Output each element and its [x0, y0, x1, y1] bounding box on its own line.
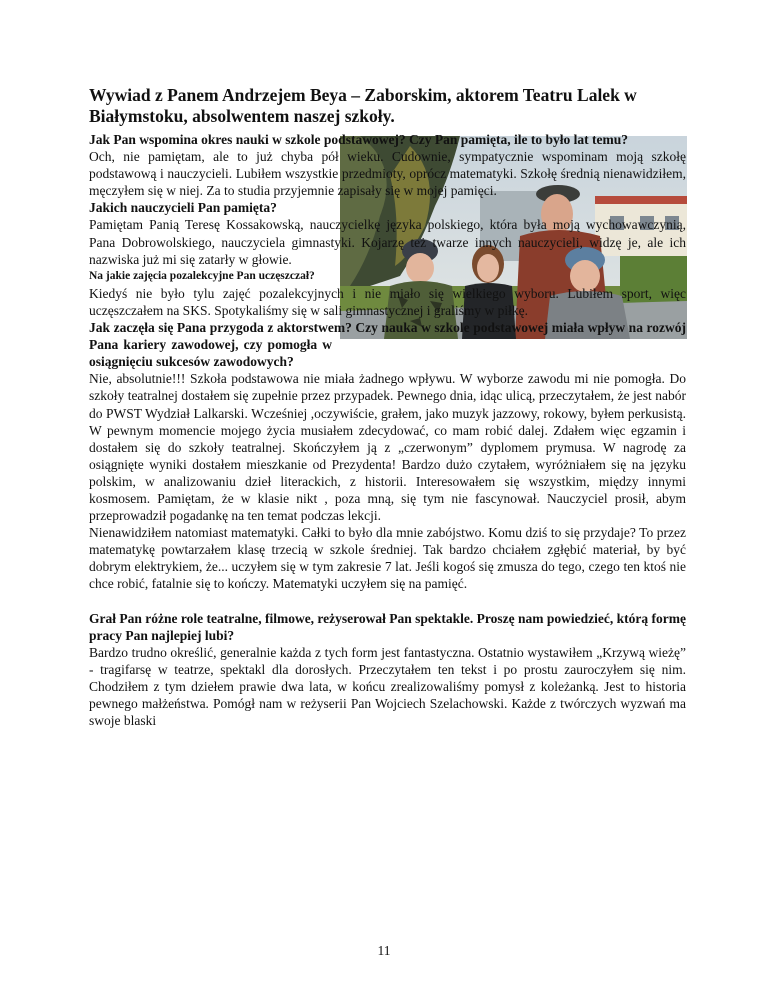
- page-title: Wywiad z Panem Andrzejem Beya – Zaborskim, aktorem Teatru Lalek w Białymstoku, absolwentem naszej szkoły.: [89, 85, 637, 126]
- question: Jak zaczęła się Pana przygoda z aktorstwem? Czy nauka w szkole podstawowej miała wpływ na rozwój Pana kariery zawodowej, czy pomogła w osiągnięciu sukcesów zawodowych?: [89, 320, 686, 370]
- answer: Kiedyś nie było tylu zajęć pozalekcyjnych i nie miało się wielkiego wyboru. Lubiłem sport, więc uczęszczałem na SKS. Spotykaliśmy się w sali gimnastycznej i graliśmy w piłkę.: [89, 285, 686, 318]
- interview-text: [89, 131, 686, 729]
- question: Grał Pan różne role teatralne, filmowe, reżyserował Pan spektakle. Proszę nam powiedzieć, którą formę pracy Pan najlepiej lubi?: [89, 610, 686, 643]
- question: Jakich nauczycieli Pan pamięta?: [89, 200, 277, 216]
- paragraph-spacer: [89, 593, 686, 610]
- answer: Pamiętam Panią Teresę Kossakowską, nauczycielkę języka polskiego, która była moją wychowawczynią, Pana Dobrowolskiego, nauczyciela gimnastyki. Kojarzę też twarze innych nauczycieli, widzę je, ale ich nazwiska już mi się zatarły w głowie.: [89, 217, 686, 267]
- answer: Nienawidziłem natomiast matematyki. Całki to było dla mnie zabójstwo. Komu dziś to się przydaje? To przez matematykę powtarzałem klasę trzecią w szkole średniej. Tak bardzo chciałem zgłębić materiał, by być dobrym elektrykiem, że... uczyłem się w tym zakresie 7 lat. Jeśli kogoś się zmusza do tego, czego ten ktoś nie chce robić, fatalnie się to kończy. Matematyki uczyłem się na pamięć.: [89, 525, 686, 592]
- answer: Och, nie pamiętam, ale to już chyba pół wieku. Cudownie, sympatycznie wspominam moją szkołę podstawową i nauczycieli. Lubiłem wszystkie przedmioty, oprócz matematyki. Szkołę średnią nienawidziłem, męczyłem się w niej. Za to studia przyjemnie zapisały się w mojej pamięci.: [89, 149, 686, 199]
- page-number: 11: [377, 943, 391, 958]
- question: Na jakie zajęcia pozalekcyjne Pan uczęszczał?: [89, 269, 315, 282]
- question: Jak Pan wspomina okres nauki w szkole podstawowej? Czy Pan pamięta, ile to było lat temu?: [89, 132, 629, 147]
- answer: Bardzo trudno określić, generalnie każda z tych form jest fantastyczna. Ostatnio wystawiłem „Krzywą wieżę” - tragifarsę w teatrze, spektakl dla dorosłych. Przeczytałem ten tekst i po prostu zauroczyłem się nim. Chodziłem z tym dziełem prawie dwa lata, w końcu zrealizowaliśmy pomysł z koleżanką. Jest to historia pewnego małżeństwa. Pomógł nam w reżyserii Pan Wojciech Szelachowski. Każde z twórczych wyzwań ma swoje blaski: [89, 644, 686, 729]
- answer: Nie, absolutnie!!! Szkoła podstawowa nie miała żadnego wpływu. W wyborze zawodu mi nie pomogła. Do szkoły teatralnej dostałem się zupełnie przez przypadek. Pewnego dnia, idąc ulicą, przeczytałem, że jest nabór do PWST Wydział Lalkarski. Wcześniej ,oczywiście, grałem, jako muzyk jazzowy, rokowy, byłem perkusistą. W pewnym momencie mojego życia musiałem zdecydować, co mam robić dalej. Zdałem więc egzamin i dostałem się do szkoły teatralnej. Skończyłem ją z „czerwonym” dyplomem prymusa. W nagrodę za osiągnięte wyniki dostałem mieszkanie od Prezydenta! Bardzo dużo czytałem, wyróżniałem się na języku polskim, w analizowaniu dzieł literackich, z historii. Interesowałem się wszystkim, między innymi kosmosem. Pamiętam, że w klasie nikt , poza mną, się tym nie fascynował. Nauczyciel prosił, abym przeprowadził pogadankę na ten temat podczas lekcji.: [89, 371, 686, 524]
